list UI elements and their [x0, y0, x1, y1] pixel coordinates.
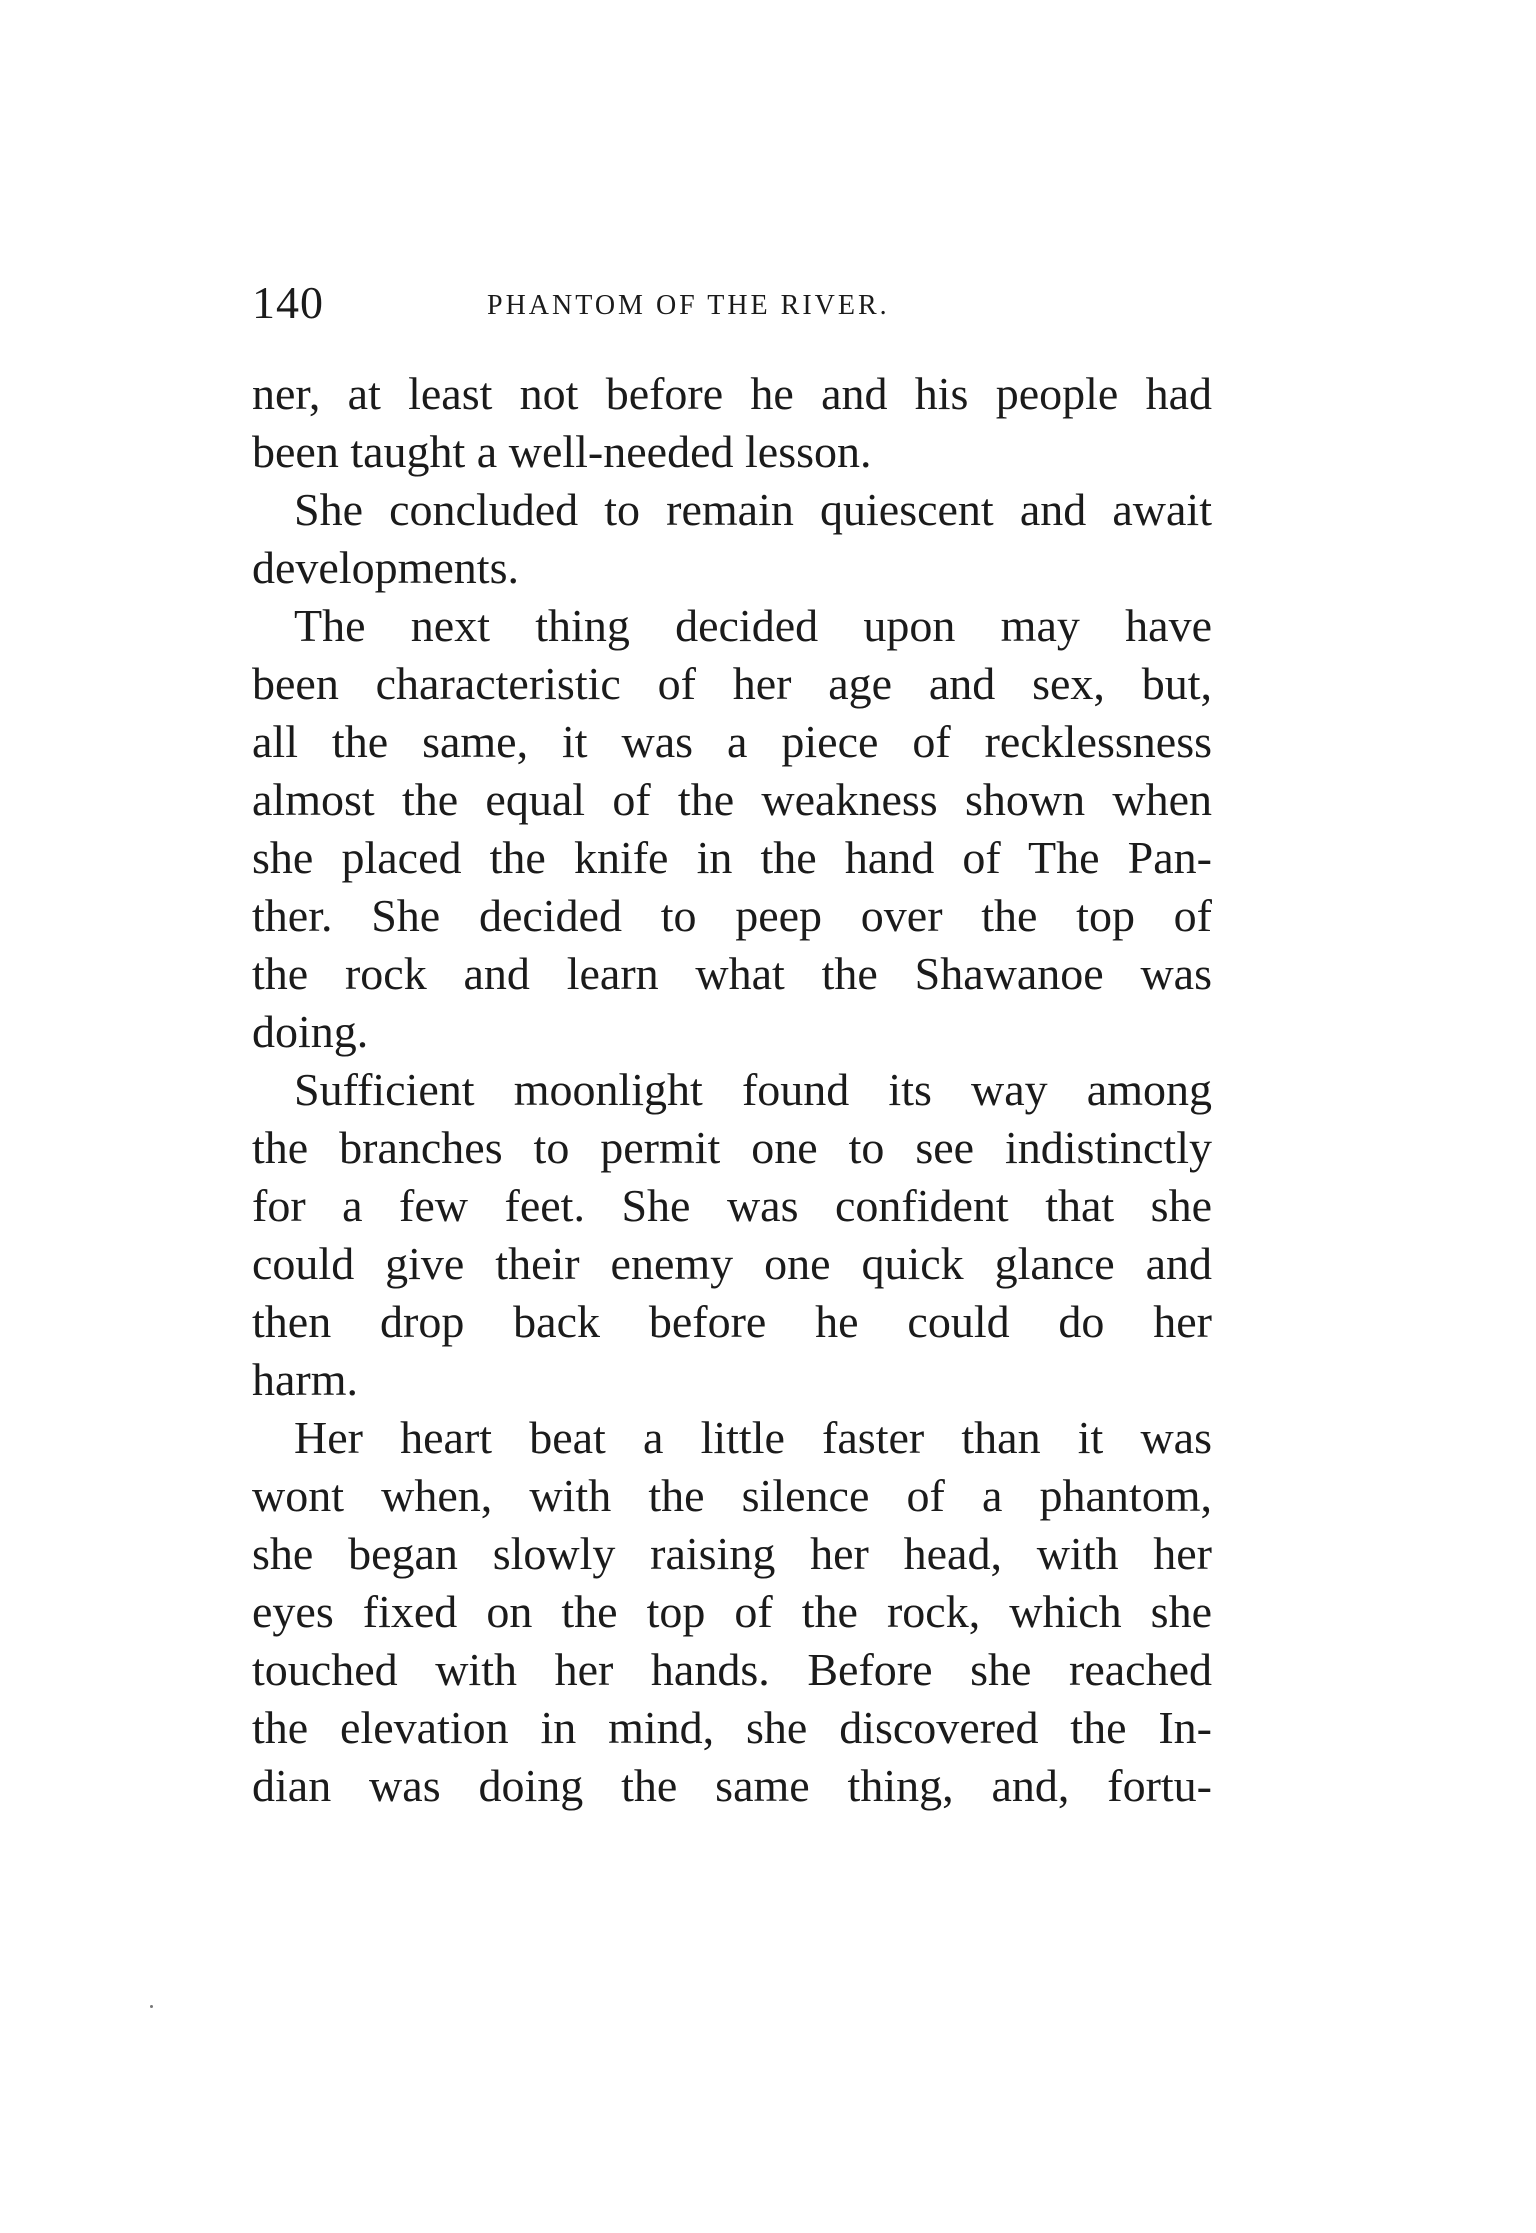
- body-text: [252, 365, 1212, 1815]
- text-line: The next thing decided upon may have: [294, 600, 1212, 651]
- text-line: she placed the knife in the hand of The Pan-: [252, 832, 1212, 883]
- running-head: [252, 270, 1212, 340]
- text-line: for a few feet. She was confident that she: [252, 1180, 1212, 1231]
- text-line: the elevation in mind, she discovered the In-: [252, 1702, 1212, 1753]
- text-line: been taught a well-needed lesson.: [252, 426, 872, 477]
- text-line: could give their enemy one quick glance and: [252, 1238, 1212, 1289]
- text-line: the rock and learn what the Shawanoe was: [252, 948, 1212, 999]
- text-line: dian was doing the same thing, and, fortu-: [252, 1760, 1212, 1811]
- text-line: Sufficient moonlight found its way among: [294, 1064, 1212, 1115]
- text-line: She concluded to remain quiescent and await: [294, 484, 1212, 535]
- text-line: Her heart beat a little faster than it was: [294, 1412, 1212, 1463]
- text-line: wont when, with the silence of a phantom,: [252, 1470, 1212, 1521]
- text-line: then drop back before he could do her: [252, 1296, 1212, 1347]
- text-line: she began slowly raising her head, with her: [252, 1528, 1212, 1579]
- text-line: been characteristic of her age and sex, but,: [252, 658, 1212, 709]
- running-title: PHANTOM OF THE RIVER.: [487, 290, 890, 321]
- text-line: ner, at least not before he and his people had: [252, 368, 1212, 419]
- text-line: developments.: [252, 542, 519, 593]
- text-line: all the same, it was a piece of recklessness: [252, 716, 1212, 767]
- text-line: eyes fixed on the top of the rock, which she: [252, 1586, 1212, 1637]
- text-line: almost the equal of the weakness shown when: [252, 774, 1212, 825]
- text-line: touched with her hands. Before she reached: [252, 1644, 1212, 1695]
- text-line: harm.: [252, 1354, 359, 1405]
- ink-speck: [150, 2005, 153, 2008]
- text-line: ther. She decided to peep over the top of: [252, 890, 1212, 941]
- text-line: doing.: [252, 1006, 369, 1057]
- text-line: the branches to permit one to see indistinctly: [252, 1122, 1212, 1173]
- page-number: 140: [252, 277, 324, 328]
